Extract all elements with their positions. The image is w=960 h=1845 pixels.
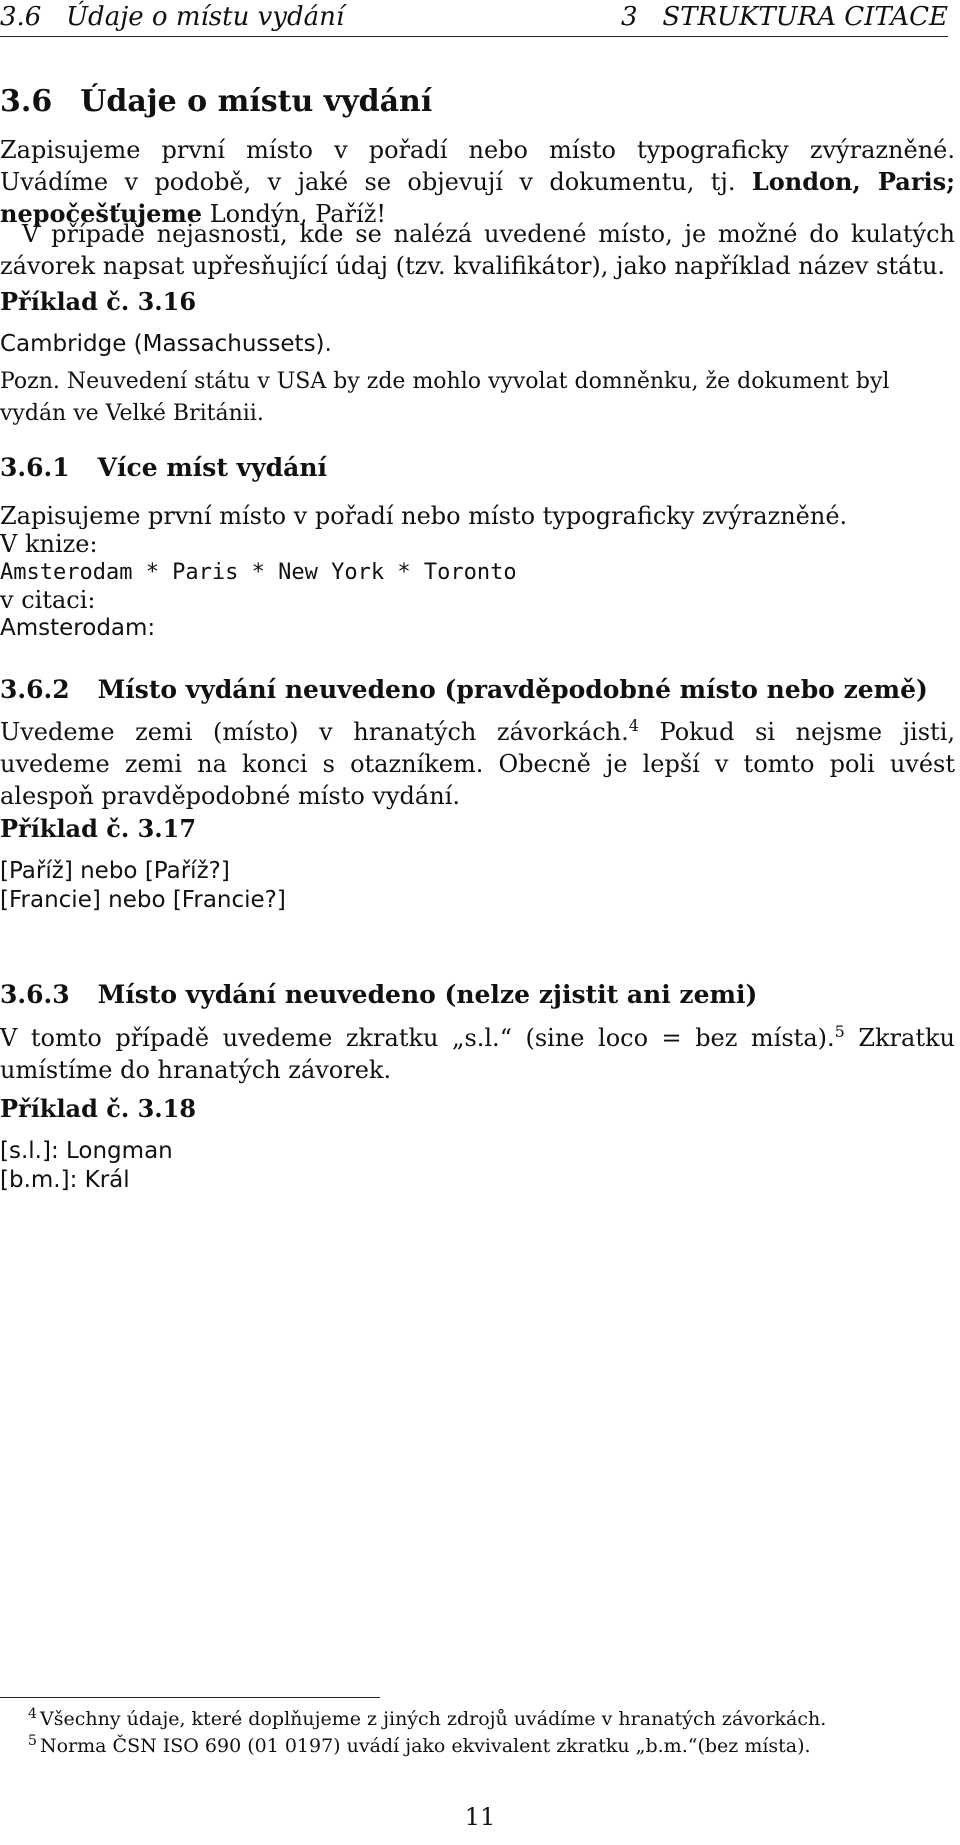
sub1-cite-value: Amsterodam:: [0, 615, 156, 641]
subsection-heading-3-6-2: [0, 675, 955, 704]
footnotes: [0, 1706, 955, 1760]
section-p1-bold: London, Paris; nepočešťujeme: [0, 167, 955, 228]
example-3-18-line-2: [b.m.]: Král: [0, 1167, 130, 1193]
footnote-rule: [0, 1697, 380, 1698]
sub2-p1-b: Pokud si nejsme jisti, uvedeme zemi na konci s otazníkem. Obecně je lepší v tomto poli uvést alespoň pravděpodobné místo vydání.: [0, 718, 955, 810]
example-value-3-16: Cambridge (Massachussets).: [0, 331, 332, 357]
sub1-paragraph: Zapisujeme první místo v pořadí nebo místo typograficky zvýrazněné.: [0, 502, 848, 530]
example-3-17-line-1: [Paříž] nebo [Paříž?]: [0, 858, 230, 884]
footnote-text: Všechny údaje, které doplňujeme z jiných zdrojů uvádíme v hranatých závorkách.: [40, 1708, 827, 1730]
example-label-3-16: Příklad č. 3.16: [0, 287, 197, 316]
running-header-right: 3 STRUKTURA CITACE: [620, 2, 948, 32]
sub2-p1-a: Uvedeme zemi (místo) v hranatých závorkách.: [0, 718, 629, 746]
subsection-title: Více míst vydání: [97, 453, 328, 482]
sub1-book-value: Amsterodam * Paris * New York * Toronto: [0, 560, 517, 585]
page-number: 11: [464, 1803, 496, 1831]
footnote-ref-4: 4: [628, 716, 639, 735]
footnote-ref-5: 5: [834, 1022, 845, 1041]
subsection-number: 3.6.3: [0, 980, 70, 1009]
section-note: Pozn. Neuvedení státu v USA by zde mohlo vyvolat domněnku, že dokument byl vydán ve Velké Británii.: [0, 369, 890, 426]
example-label-3-18: Příklad č. 3.18: [0, 1094, 197, 1123]
footnote-5: 5 Norma ČSN ISO 690 (01 0197) uvádí jako ekvivalent zkratku „b.m.“(bez místa).: [0, 1733, 955, 1760]
example-3-17-line-2: [Francie] nebo [Francie?]: [0, 887, 286, 913]
section-number: 3.6: [0, 84, 53, 119]
section-p1-tail: Londýn, Paříž!: [202, 200, 386, 228]
sub2-paragraph: [0, 716, 955, 812]
section-p1-text: Zapisujeme první místo v pořadí nebo místo typograficky zvýrazněné. Uvádíme v podobě, v jaké se objevují v dokumentu, tj.: [0, 136, 955, 196]
running-header-left: 3.6 Údaje o místu vydání: [0, 2, 345, 32]
subsection-number: 3.6.1: [0, 453, 70, 482]
footnote-text: Norma ČSN ISO 690 (01 0197) uvádí jako ekvivalent zkratku „b.m.“(bez místa).: [40, 1735, 811, 1757]
section-paragraph-1: [0, 134, 955, 230]
sub1-book-label: V knize:: [0, 530, 98, 558]
sub3-paragraph: [0, 1022, 955, 1086]
subsection-title: Místo vydání neuvedeno (nelze zjistit ani zemi): [97, 980, 758, 1009]
subsection-heading-3-6-3: [0, 980, 955, 1009]
sub3-p1-a: V tomto případě uvedeme zkratku „s.l.“ (sine loco = bez místa).: [0, 1024, 835, 1052]
subsection-title: Místo vydání neuvedeno (pravděpodobné místo nebo země): [97, 675, 928, 704]
section-heading: [0, 84, 955, 119]
section-paragraph-2: V případě nejasnosti, kde se nalézá uvedené místo, je možné do kulatých závorek napsat upřesňující údaj (tzv. kvalifikátor), jako například název státu.: [0, 220, 955, 280]
subsection-heading-3-6-1: [0, 453, 955, 482]
subsection-number: 3.6.2: [0, 675, 70, 704]
section-title: Údaje o místu vydání: [80, 84, 433, 119]
footnote-4: 4 Všechny údaje, které doplňujeme z jiných zdrojů uvádíme v hranatých závorkách.: [0, 1706, 955, 1733]
sub1-cite-label: v citaci:: [0, 586, 96, 614]
example-3-18-line-1: [s.l.]: Longman: [0, 1138, 173, 1164]
running-header: [0, 0, 948, 37]
sub3-p1-b: Zkratku umístíme do hranatých závorek.: [0, 1024, 955, 1084]
example-label-3-17: Příklad č. 3.17: [0, 814, 197, 843]
